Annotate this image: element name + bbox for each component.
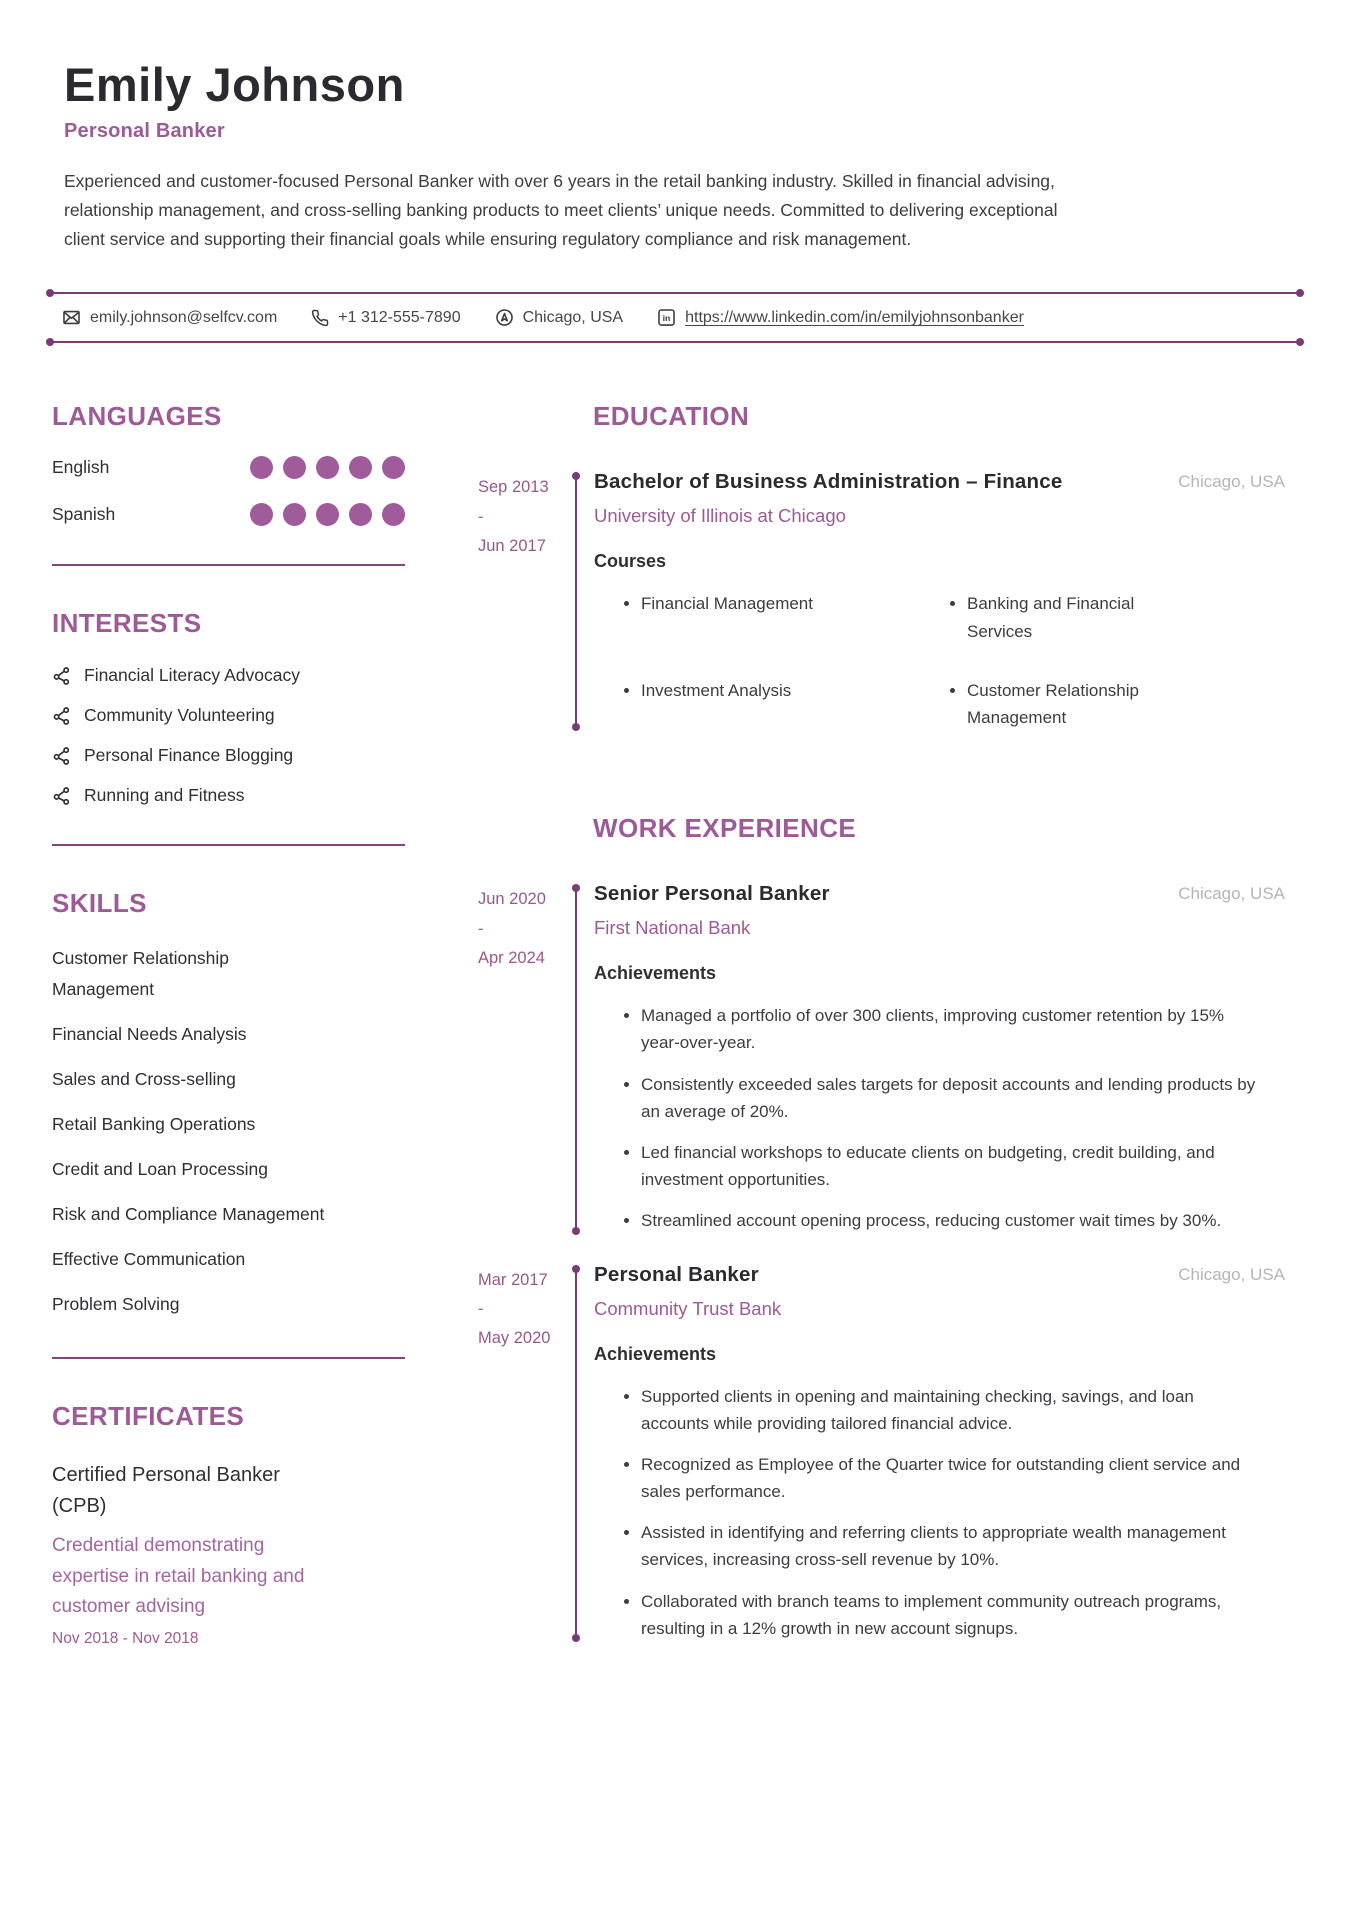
job-title: Personal Banker: [594, 1262, 759, 1286]
company-name: First National Bank: [594, 917, 751, 939]
entry-head: [594, 470, 1285, 494]
courses-subheading: Courses: [594, 551, 667, 572]
job-entry: [478, 882, 1285, 1234]
achievements-list: [594, 1383, 1285, 1643]
date-end: May 2020: [478, 1329, 551, 1348]
language-row: [52, 456, 405, 479]
skill-item: Financial Needs Analysis: [52, 1023, 247, 1044]
skills-heading: SKILLS: [52, 888, 147, 919]
date-start: Sep 2013: [478, 478, 549, 497]
entry-location: Chicago, USA: [1178, 884, 1285, 904]
location-pin-icon: [495, 308, 514, 327]
skill-item: Credit and Loan Processing: [52, 1158, 268, 1179]
languages-section: [52, 401, 405, 566]
achievements-list: [594, 1002, 1285, 1234]
date-start: Mar 2017: [478, 1270, 548, 1289]
person-title: Personal Banker: [64, 120, 225, 143]
course-item: Banking and Financial Services: [949, 590, 1175, 644]
linkedin-link[interactable]: https://www.linkedin.com/in/emilyjohnsonbanker: [685, 308, 1024, 326]
skills-section: [52, 888, 405, 1359]
entry-date-range: [478, 470, 575, 731]
school-name: University of Illinois at Chicago: [594, 505, 846, 527]
skill-item: Risk and Compliance Management: [52, 1204, 325, 1225]
sidebar: [52, 401, 405, 1647]
level-dot: [349, 503, 372, 526]
svg-text:in: in: [662, 313, 671, 324]
interest-label: Community Volunteering: [84, 705, 275, 726]
level-dot: [349, 456, 372, 479]
certificates-section: [52, 1401, 405, 1647]
entry-content: [577, 882, 1285, 1234]
linkedin-icon: [657, 308, 676, 327]
language-level-dots: [250, 456, 405, 479]
achievements-subheading: Achievements: [594, 1343, 717, 1364]
job-entry: [478, 1263, 1285, 1643]
achievement-item: Supported clients in opening and maintaining checking, savings, and loan accounts while providing tailored financial advice.: [623, 1383, 1263, 1437]
achievement-item: Led financial workshops to educate clients on budgeting, credit building, and investment opportunities.: [623, 1139, 1263, 1193]
interest-label: Running and Fitness: [84, 785, 245, 806]
language-name: Spanish: [52, 504, 116, 525]
achievement-item: Assisted in identifying and referring clients to appropriate wealth management services, increasing cross-sell revenue by 10%.: [623, 1519, 1263, 1573]
company-name: Community Trust Bank: [594, 1297, 782, 1319]
certificate-name: Certified Personal Banker (CPB): [52, 1464, 280, 1518]
achievement-item: Consistently exceeded sales targets for deposit accounts and lending products by an average of 20%.: [623, 1071, 1263, 1125]
education-entry: [478, 470, 1285, 731]
education-heading: EDUCATION: [593, 401, 750, 432]
level-dot: [316, 503, 339, 526]
certificate-description: Credential demonstrating expertise in retail banking and customer advising: [52, 1535, 305, 1618]
timeline-line: [575, 1270, 577, 1638]
contact-top-rule: [48, 292, 1302, 294]
skill-item: Customer Relationship Management: [52, 948, 230, 999]
entry-date-range: [478, 1263, 575, 1643]
entry-date-range: [478, 882, 575, 1234]
certificates-heading: CERTIFICATES: [52, 1401, 245, 1432]
main-content: [0, 401, 1350, 1647]
entry-location: Chicago, USA: [1178, 1264, 1285, 1284]
level-dot: [382, 456, 405, 479]
contact-bar: [48, 292, 1302, 343]
achievements-subheading: Achievements: [594, 963, 717, 984]
timeline-line: [575, 889, 577, 1229]
entry-head: [594, 882, 1285, 906]
interest-item: [52, 745, 405, 766]
summary-paragraph: Experienced and customer-focused Personal Banker with over 6 years in the retail banking industry. Skilled in financial advising, relationship management, and cross-selling banking products to meet clients’ unique needs. Committed to delivering exceptional client service and supporting their financial goals while ensuring regulatory compliance and risk management.: [64, 171, 1058, 250]
contact-bottom-rule: [48, 341, 1302, 343]
achievement-item: Managed a portfolio of over 300 clients, improving customer retention by 15% year-over-year.: [623, 1002, 1263, 1056]
email-icon: [62, 308, 81, 327]
contact-linkedin: [657, 308, 1024, 327]
work-experience-heading: WORK EXPERIENCE: [593, 813, 857, 844]
job-title: Senior Personal Banker: [594, 882, 830, 906]
person-name: Emily Johnson: [64, 58, 405, 111]
interest-item: [52, 665, 405, 686]
interest-label: Financial Literacy Advocacy: [84, 665, 300, 686]
interests-section: [52, 608, 405, 846]
network-nodes-icon: [52, 666, 72, 686]
contact-phone-text: +1 312-555-7890: [338, 308, 461, 326]
date-start: Jun 2020: [478, 890, 546, 909]
achievement-item: Collaborated with branch teams to implement community outreach programs, resulting in a 12% growth in new account signups.: [623, 1588, 1263, 1642]
header: [0, 0, 1350, 254]
contact-email-text: emily.johnson@selfcv.com: [90, 308, 278, 326]
interest-item: [52, 705, 405, 726]
timeline-line: [575, 477, 577, 726]
level-dot: [283, 503, 306, 526]
date-separator: -: [478, 1299, 484, 1318]
language-row: [52, 503, 405, 526]
course-item: Financial Management: [623, 590, 925, 644]
date-end: Jun 2017: [478, 537, 546, 556]
network-nodes-icon: [52, 746, 72, 766]
level-dot: [250, 503, 273, 526]
contact-location: [495, 308, 624, 327]
skill-item: Effective Communication: [52, 1249, 246, 1270]
degree-title: Bachelor of Business Administration – Finance: [594, 470, 1063, 494]
interest-item: [52, 785, 405, 806]
contact-email: [62, 308, 277, 327]
level-dot: [316, 456, 339, 479]
phone-icon: [311, 309, 329, 327]
entry-location: Chicago, USA: [1178, 472, 1285, 492]
level-dot: [250, 456, 273, 479]
achievement-item: Recognized as Employee of the Quarter twice for outstanding client service and sales performance.: [623, 1451, 1263, 1505]
contact-row: [48, 294, 1302, 341]
language-name: English: [52, 457, 110, 478]
course-item: Customer Relationship Management: [949, 677, 1175, 731]
contact-location-text: Chicago, USA: [522, 308, 624, 326]
date-separator: -: [478, 507, 484, 526]
right-column: [478, 401, 1350, 1647]
entry-content: [577, 1263, 1285, 1643]
interests-heading: INTERESTS: [52, 608, 202, 639]
level-dot: [382, 503, 405, 526]
contact-phone: [311, 309, 460, 327]
date-separator: -: [478, 919, 484, 938]
skill-item: Sales and Cross-selling: [52, 1068, 236, 1089]
language-level-dots: [250, 503, 405, 526]
interest-label: Personal Finance Blogging: [84, 745, 294, 766]
skill-item: Problem Solving: [52, 1294, 180, 1315]
entry-content: [577, 470, 1285, 731]
achievement-item: Streamlined account opening process, reducing customer wait times by 30%.: [623, 1207, 1263, 1234]
level-dot: [283, 456, 306, 479]
network-nodes-icon: [52, 706, 72, 726]
date-end: Apr 2024: [478, 948, 545, 967]
network-nodes-icon: [52, 786, 72, 806]
courses-list: [594, 590, 1285, 731]
certificate-dates: Nov 2018 - Nov 2018: [52, 1629, 199, 1647]
education-section: [478, 401, 1285, 731]
skill-item: Retail Banking Operations: [52, 1113, 256, 1134]
course-item: Investment Analysis: [623, 677, 925, 731]
work-experience-section: [478, 813, 1285, 1642]
languages-heading: LANGUAGES: [52, 401, 222, 432]
entry-head: [594, 1263, 1285, 1287]
